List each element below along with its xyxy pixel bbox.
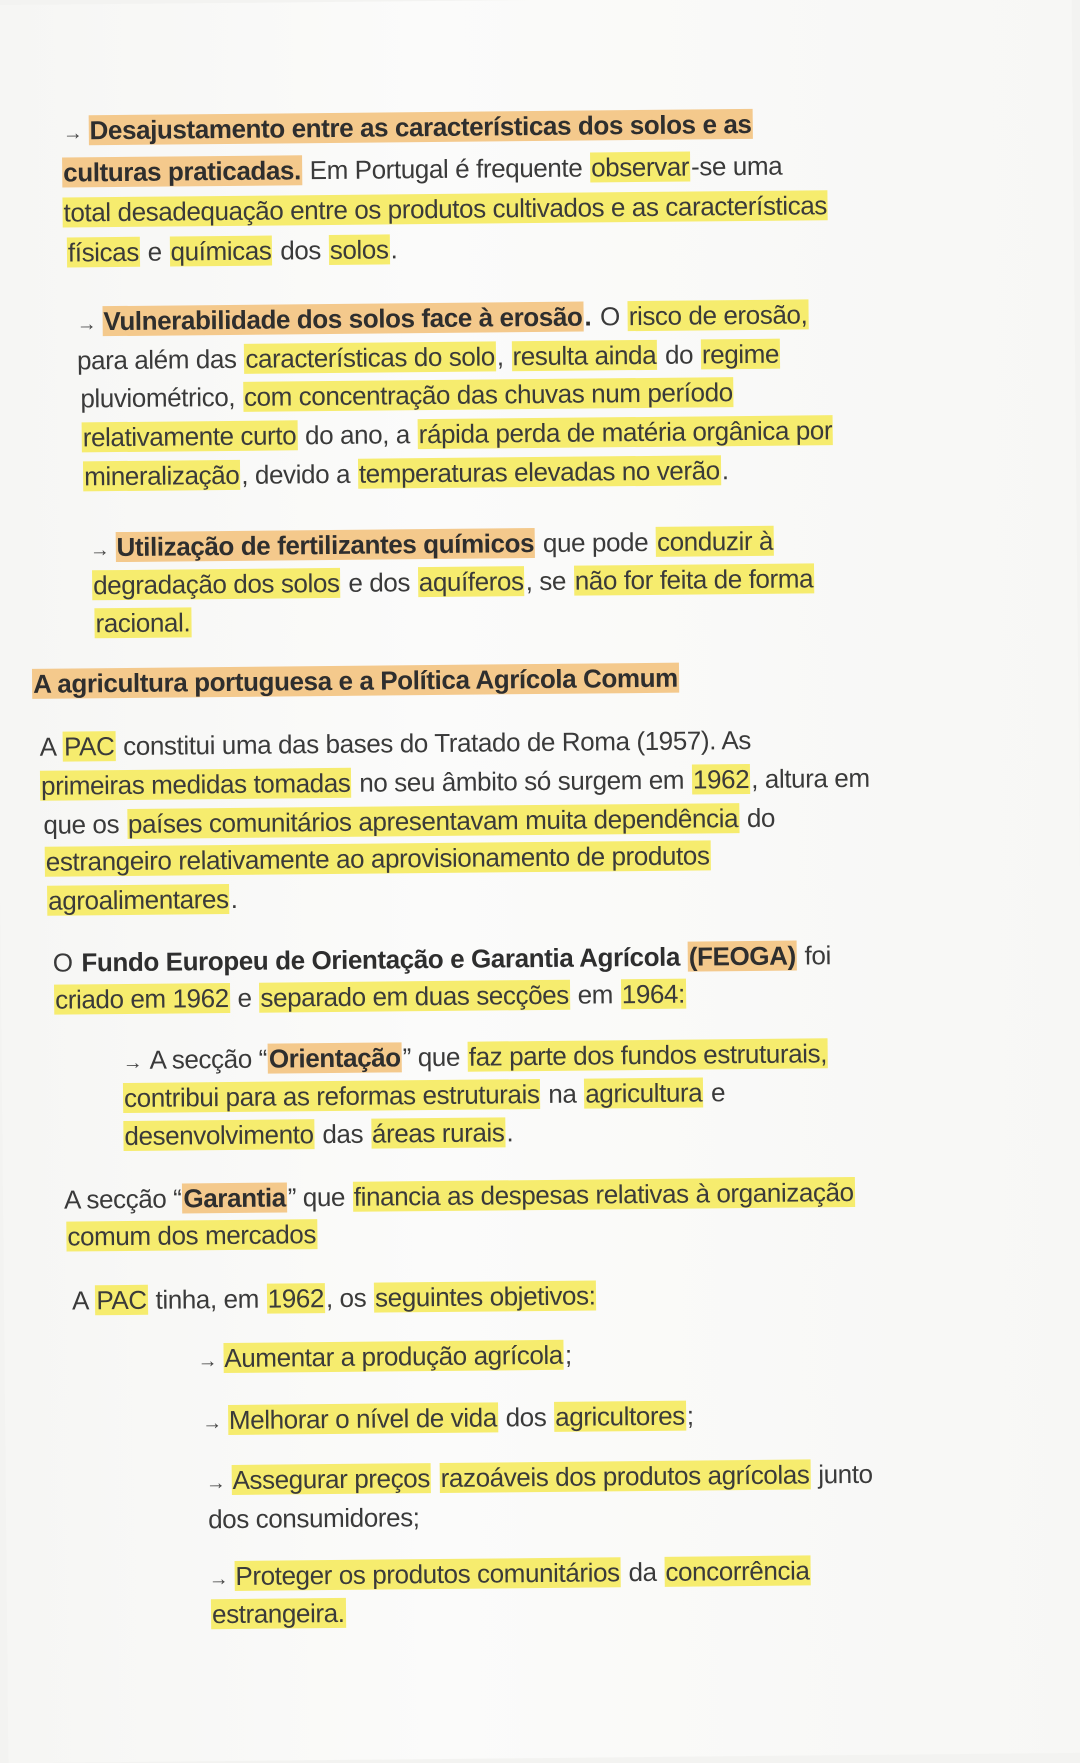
highlighted-text: 1964: <box>621 978 686 1010</box>
arrow-bullet-icon: → <box>208 1567 234 1591</box>
highlighted-text: Assegurar preços <box>232 1463 431 1495</box>
highlighted-text: rápida perda de matéria orgânica por <box>418 415 833 450</box>
text-segment: O <box>52 947 80 978</box>
text-segment: constitui uma das bases do Tratado de Roma (1957). As <box>116 724 752 762</box>
highlighted-text: químicas <box>170 235 272 267</box>
highlighted-text: risco de erosão, <box>628 299 808 332</box>
highlighted-text: Desajustamento entre as características dos solos e as <box>89 108 752 146</box>
text-segment: , <box>496 341 511 372</box>
para-2-line <box>79 376 734 414</box>
highlighted-text: não for feita de forma <box>574 563 814 596</box>
text-segment: dos <box>273 235 328 266</box>
highlighted-text: A agricultura portuguesa e a Política Agrícola Comum <box>32 662 678 699</box>
highlighted-text: faz parte dos fundos estruturais, <box>468 1038 828 1072</box>
text-segment: pluviométrico, <box>80 381 243 414</box>
text-segment: foi <box>797 940 832 971</box>
text-segment <box>431 1463 440 1493</box>
text-segment: ; <box>564 1339 572 1370</box>
highlighted-text: temperaturas elevadas no verão <box>358 455 720 489</box>
highlighted-text: racional. <box>95 607 191 639</box>
orientacao-item-line <box>123 1116 514 1152</box>
highlighted-text: áreas rurais <box>371 1117 505 1149</box>
highlighted-text: estrangeira. <box>211 1597 345 1630</box>
text-segment: e <box>140 236 169 267</box>
text-segment: . <box>506 1117 514 1148</box>
orientacao-item-line <box>123 1076 726 1114</box>
text-segment: em <box>570 979 620 1010</box>
para-1-line <box>62 189 828 228</box>
highlighted-text: observar <box>590 151 690 183</box>
text-segment: , devido a <box>241 458 358 490</box>
highlighted-text: aquíferos <box>418 566 524 598</box>
arrow-bullet-icon: → <box>89 539 115 562</box>
text-segment: do <box>739 802 776 834</box>
text-segment: do ano, a <box>298 419 417 451</box>
objective-2-line <box>201 1400 695 1440</box>
objective-4-line <box>208 1554 811 1595</box>
text-segment: , altura em <box>751 762 870 794</box>
highlighted-text: mineralização <box>83 459 240 492</box>
pac-intro-line <box>45 839 711 877</box>
highlighted-text: agricultores <box>555 1400 685 1432</box>
highlighted-text: Proteger os produtos comunitários <box>235 1557 620 1591</box>
para-3-line <box>94 606 191 639</box>
section-heading-line <box>32 662 679 700</box>
highlighted-text: financia as despesas relativas à organização <box>353 1177 854 1212</box>
text-segment: . <box>390 234 398 265</box>
para-3-line <box>89 525 775 567</box>
para-1-line <box>62 150 783 189</box>
bold-text: Fundo Europeu de Orientação e Garantia Agrícola <box>81 941 687 978</box>
highlighted-text: PAC <box>96 1284 147 1316</box>
arrow-bullet-icon: → <box>76 313 102 336</box>
text-segment: Em Portugal é frequente <box>302 152 590 186</box>
text-segment: no seu âmbito só surgem em <box>352 764 692 798</box>
text-segment: das <box>315 1118 371 1150</box>
highlighted-text: comum dos mercados <box>67 1219 317 1252</box>
highlighted-text: agroalimentares <box>48 883 229 916</box>
highlighted-text: solos <box>329 234 389 265</box>
garantia-para-line <box>63 1176 855 1216</box>
para-2-line <box>83 454 730 492</box>
feoga-para-line <box>52 939 832 978</box>
highlighted-text: seguintes objetivos: <box>374 1280 596 1313</box>
highlighted-text: culturas praticadas. <box>63 155 301 188</box>
highlighted-text: total desadequação entre os produtos cultivados e as características <box>63 190 828 228</box>
text-segment: -se uma <box>690 150 783 182</box>
highlighted-text: Utilização de fertilizantes químicos <box>116 528 535 563</box>
text-segment: tinha, em <box>148 1283 266 1315</box>
objective-4-line <box>211 1597 346 1630</box>
highlighted-text: criado em 1962 <box>54 982 229 1015</box>
arrow-bullet-icon: → <box>205 1471 231 1495</box>
text-segment: na <box>541 1078 584 1109</box>
highlighted-text: desenvolvimento <box>124 1119 314 1152</box>
feoga-para-line <box>54 978 686 1016</box>
arrow-bullet-icon: → <box>202 1412 228 1435</box>
highlighted-text: Vulnerabilidade dos solos face à erosão <box>103 301 583 337</box>
objective-3-line <box>207 1501 421 1535</box>
highlighted-text: regime <box>701 338 780 370</box>
text-segment: que pode <box>536 526 656 559</box>
text-segment: ; <box>686 1400 694 1431</box>
arrow-bullet-icon: → <box>122 1051 148 1075</box>
objective-1-line <box>196 1339 572 1378</box>
text-segment: ” que <box>287 1181 352 1213</box>
highlighted-text: contribui para as reformas estruturais <box>123 1079 540 1114</box>
highlighted-text: primeiras medidas tomadas <box>40 767 351 801</box>
text-segment: A secção “ <box>149 1043 268 1075</box>
para-1-line <box>67 233 399 268</box>
text-segment: A <box>71 1285 95 1316</box>
text-segment: A <box>39 731 63 762</box>
text-segment: junto <box>811 1458 873 1490</box>
pac-intro-line <box>42 802 776 841</box>
para-2-line <box>76 338 780 377</box>
text-segment: dos <box>498 1401 554 1433</box>
text-segment: para além das <box>76 343 244 376</box>
text-segment: dos consumidores; <box>207 1502 420 1535</box>
arrow-bullet-icon: → <box>197 1350 223 1373</box>
para-1-line <box>62 108 753 150</box>
garantia-para-line <box>66 1218 317 1252</box>
highlighted-text: degradação dos solos <box>93 567 340 601</box>
highlighted-text: razoáveis dos produtos agrícolas <box>440 1459 810 1493</box>
highlighted-text: Garantia <box>183 1182 286 1214</box>
objectives-intro-line <box>71 1279 597 1316</box>
text-segment: A secção “ <box>63 1183 182 1215</box>
pac-intro-line <box>47 883 239 917</box>
pac-intro-line <box>40 762 871 802</box>
arrow-bullet-icon: → <box>62 122 88 145</box>
highlighted-text: PAC <box>63 731 115 762</box>
text-segment: , se <box>525 565 573 597</box>
highlighted-text: características do solo <box>245 341 495 374</box>
highlighted-text: concorrência <box>665 1555 810 1587</box>
text-segment: . <box>230 883 238 914</box>
para-2-line <box>82 414 834 453</box>
highlighted-text: separado em duas secções <box>260 979 569 1013</box>
highlighted-text: Melhorar o nível de vida <box>228 1402 497 1436</box>
objective-3-line <box>205 1458 874 1499</box>
bold-text: . <box>584 301 599 332</box>
text-segment: e <box>704 1077 726 1108</box>
para-3-line <box>92 562 814 601</box>
text-segment: O <box>599 301 627 332</box>
text-segment: e dos <box>341 567 417 598</box>
highlighted-text: estrangeiro relativamente ao aprovisionamento de produtos <box>45 840 710 877</box>
orientacao-item-line <box>122 1037 829 1079</box>
text-segment: que os <box>43 808 127 840</box>
text-segment: e <box>230 982 259 1013</box>
highlighted-text: 1962 <box>267 1283 325 1314</box>
highlighted-text: 1962 <box>692 763 750 795</box>
highlighted-text: (FEOGA) <box>688 940 796 972</box>
highlighted-text: Orientação <box>268 1042 401 1074</box>
highlighted-text: países comunitários apresentavam muita dependência <box>127 803 739 839</box>
text-segment: , os <box>325 1282 374 1314</box>
highlighted-text: com concentração das chuvas num período <box>243 377 733 412</box>
highlighted-text: físicas <box>67 236 139 268</box>
text-segment: . <box>721 455 729 486</box>
text-segment: ” que <box>402 1041 467 1073</box>
text-segment: do <box>658 339 701 370</box>
highlighted-text: conduzir à <box>656 525 774 557</box>
text-segment: da <box>621 1556 664 1588</box>
highlighted-text: relativamente curto <box>82 420 297 453</box>
para-2-line <box>75 298 808 340</box>
highlighted-text: resulta ainda <box>512 339 657 372</box>
highlighted-text: Aumentar a produção agrícola <box>224 1339 564 1374</box>
highlighted-text: agricultura <box>585 1077 703 1109</box>
pac-intro-line <box>39 724 753 763</box>
